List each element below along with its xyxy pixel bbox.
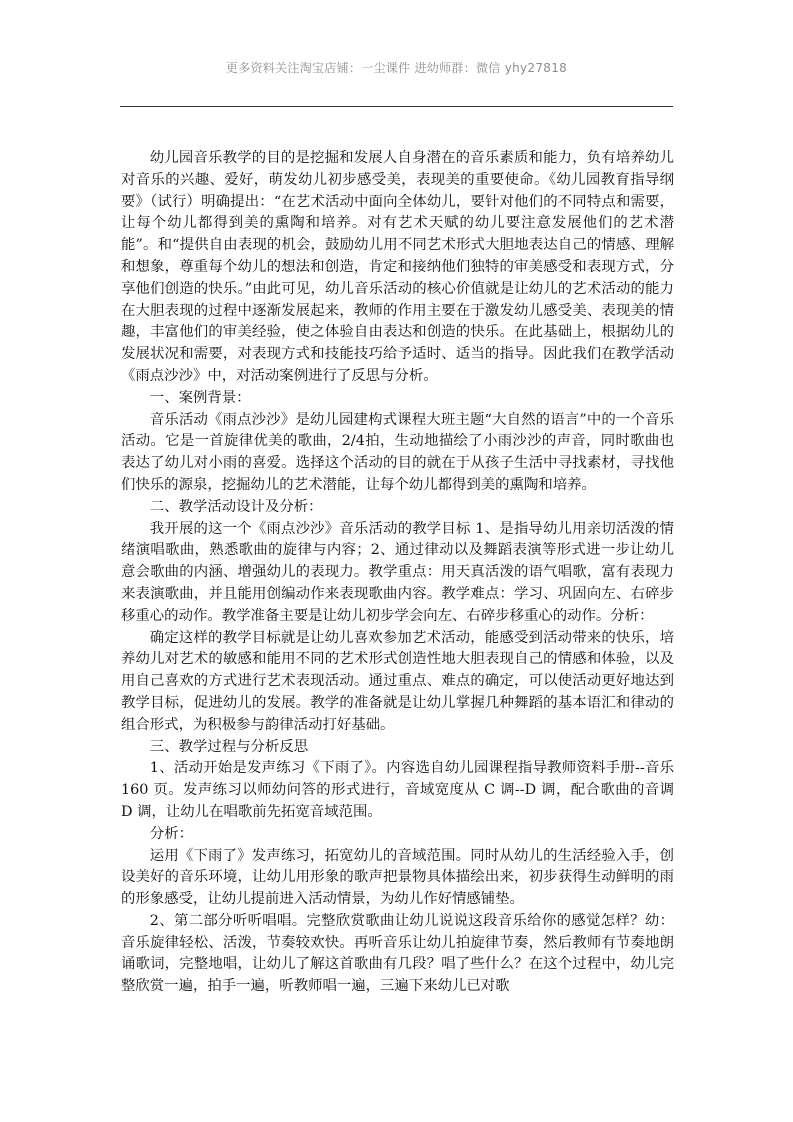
page-header-watermark: 更多资料关注淘宝店铺：一尘课件 进幼师群：微信 yhy27818 [225, 61, 568, 75]
background-paragraph: 音乐活动《雨点沙沙》是幼儿园建构式课程大班主题“大自然的语言”中的一个音乐活动。它是一首旋律优美的歌曲，2/4拍，生动地描绘了小雨沙沙的声音，同时歌曲也表达了幼儿对小雨的喜爱。选择这个活动的目的就在于从孩子生活中寻找素材，寻找他们快乐的源泉，挖掘幼儿的艺术潜能，让每个幼儿都得到美的熏陶和培养。 [121, 411, 674, 493]
section-heading-background: 一、案例背景： [149, 389, 251, 406]
intro-paragraph: 幼儿园音乐教学的目的是挖掘和发展人自身潜在的音乐素质和能力，负有培养幼儿对音乐的兴趣、爱好，萌发幼儿初步感受美，表现美的重要使命。《幼儿园教育指导纲要》（试行）明确提出：“在艺术活动中面向全体幼儿，要针对他们的不同特点和需要，让每个幼儿都得到美的熏陶和培养。对有艺术天赋的幼儿要注意发展他们的艺术潜能”。和“提供自由表现的机会，鼓励幼儿用不同艺术形式大胆地表达自己的情感、理解和想象，尊重每个幼儿的想法和创造，肯定和接纳他们独特的审美感受和表现方式，分享他们创造的快乐。”由此可见，幼儿音乐活动的核心价值就是让幼儿的艺术活动的能力在大胆表现的过程中逐渐发展起来，教师的作用主要在于激发幼儿感受美、表现美的情趣，丰富他们的审美经验，使之体验自由表达和创造的快乐。在此基础上，根据幼儿的发展状况和需要，对表现方式和技能技巧给予适时、适当的指导。因此我们在教学活动《雨点沙沙》中，对活动案例进行了反思与分析。 [121, 150, 674, 384]
header-divider [120, 106, 673, 107]
section-heading-design: 二、教学活动设计及分析： [149, 498, 323, 515]
process-step-1-paragraph: 1、活动开始是发声练习《下雨了》。内容选自幼儿园课程指导教师资料手册--音乐 160 页。发声练习以师幼问答的形式进行，音域宽度从 C 调--D 调，配合歌曲的音调 D 调，让幼儿在唱歌前先拓宽音域范围。 [121, 760, 674, 820]
process-analysis-paragraph: 运用《下雨了》发声练习，拓宽幼儿的音域范围。同时从幼儿的生活经验入手，创设美好的音乐环境，让幼儿用形象的歌声把景物具体描绘出来，初步获得生动鲜明的雨的形象感受，让幼儿提前进入活动情景，为幼儿作好情感铺垫。 [121, 847, 674, 908]
section-heading-process: 三、教学过程与分析反思 [149, 738, 309, 755]
design-analysis-paragraph: 确定这样的教学目标就是让幼儿喜欢参加艺术活动，能感受到活动带来的快乐，培养幼儿对艺术的敏感和能用不同的艺术形式创造性地大胆表现自己的情感和体验，以及用自己喜欢的方式进行艺术表现活动。通过重点、难点的确定，可以使活动更好地达到教学目标，促进幼儿的发展。教学的准备就是让幼儿掌握几种舞蹈的基本语汇和律动的组合形式，为积极参与韵律活动打好基础。 [121, 629, 674, 733]
process-step-2-paragraph: 2、第二部分听听唱唱。完整欣赏歌曲让幼儿说说这段音乐给你的感觉怎样？幼：音乐旋律轻松、活泼，节奏较欢快。再听音乐让幼儿拍旋律节奏，然后教师有节奏地朗诵歌词，完整地唱，让幼儿了解这首歌曲有几段？唱了些什么？在这个过程中，幼儿完整欣赏一遍，拍手一遍，听教师唱一遍，三遍下来幼儿已对歌 [121, 912, 674, 995]
analysis-label: 分析： [149, 825, 193, 842]
design-paragraph: 我开展的这一个《雨点沙沙》音乐活动的教学目标 1、是指导幼儿用亲切活泼的情绪演唱歌曲，熟悉歌曲的旋律与内容；2、通过律动以及舞蹈表演等形式进一步让幼儿意会歌曲的内涵、增强幼儿的表现力。教学重点：用天真活泼的语气唱歌，富有表现力来表演歌曲，并且能用创编动作来表现歌曲内容。教学难点：学习、巩固向左、右碎步移重心的动作。教学准备主要是让幼儿初步学会向左、右碎步移重心的动作。分析： [121, 520, 674, 624]
document-body [121, 148, 674, 998]
